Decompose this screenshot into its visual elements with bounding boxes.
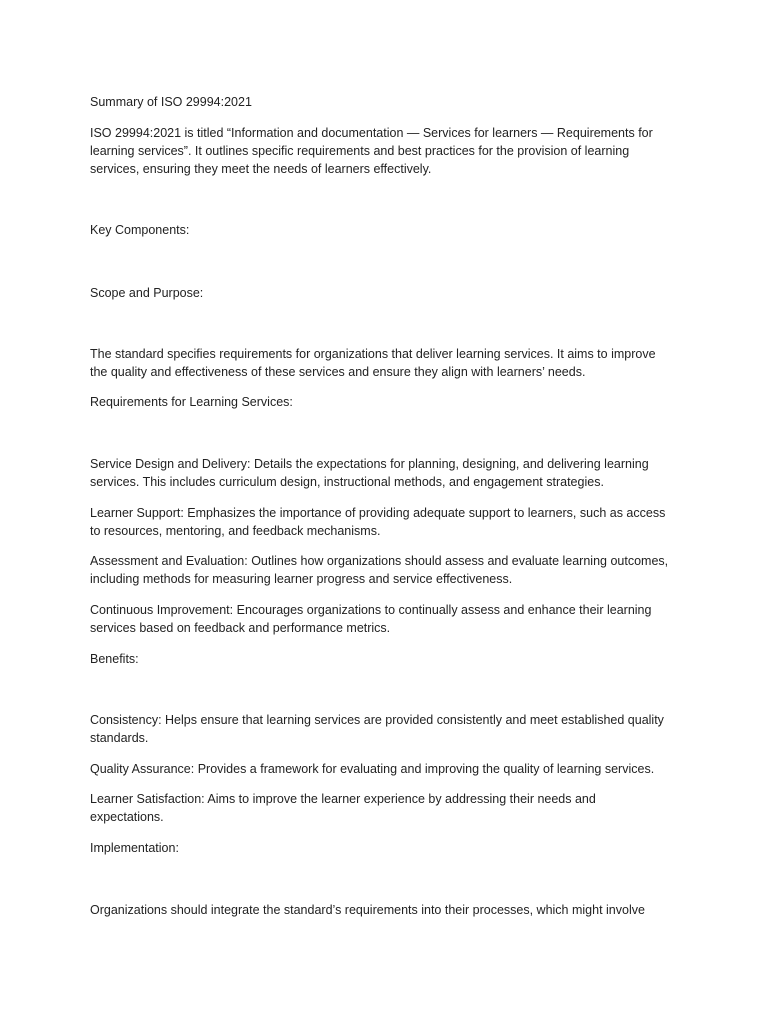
requirement-continuous-improvement-line-2: services based on feedback and performance metrics. — [90, 621, 391, 635]
key-components-heading: Key Components: — [90, 223, 190, 237]
requirement-service-design-line-1: Service Design and Delivery: Details the expectations for planning, designing, and delivering learning — [90, 457, 649, 471]
scope-text-line-2: the quality and effectiveness of these services and ensure they align with learners’ needs. — [90, 365, 586, 379]
requirement-assessment-line-2: including methods for measuring learner progress and service effectiveness. — [90, 572, 513, 586]
benefit-learner-satisfaction-line-2: expectations. — [90, 810, 164, 824]
requirement-assessment-line-1: Assessment and Evaluation: Outlines how organizations should assess and evaluate learning outcomes, — [90, 554, 669, 568]
scope-text-line-1: The standard specifies requirements for organizations that deliver learning services. It aims to improve — [90, 347, 656, 361]
intro-line-3: services, ensuring they meet the needs of learners effectively. — [90, 162, 432, 176]
implementation-heading: Implementation: — [90, 841, 179, 855]
benefit-quality-assurance-line-1: Quality Assurance: Provides a framework for evaluating and improving the quality of learning services. — [90, 762, 655, 776]
requirement-continuous-improvement-line-1: Continuous Improvement: Encourages organizations to continually assess and enhance their learning — [90, 603, 652, 617]
requirement-service-design-line-2: services. This includes curriculum design, instructional methods, and engagement strategies. — [90, 475, 604, 489]
implementation-text-line-1: Organizations should integrate the standard’s requirements into their processes, which might involve — [90, 903, 645, 917]
requirement-learner-support-line-1: Learner Support: Emphasizes the importance of providing adequate support to learners, such as access — [90, 506, 666, 520]
requirement-learner-support-line-2: to resources, mentoring, and feedback mechanisms. — [90, 524, 381, 538]
benefit-consistency-line-1: Consistency: Helps ensure that learning services are provided consistently and meet established quality — [90, 713, 664, 727]
document-title: Summary of ISO 29994:2021 — [90, 95, 252, 109]
scope-heading: Scope and Purpose: — [90, 286, 204, 300]
benefit-consistency-line-2: standards. — [90, 731, 149, 745]
benefit-learner-satisfaction-line-1: Learner Satisfaction: Aims to improve the learner experience by addressing their needs and — [90, 792, 596, 806]
requirements-heading: Requirements for Learning Services: — [90, 395, 293, 409]
intro-line-1: ISO 29994:2021 is titled “Information and documentation — Services for learners — Requirements for — [90, 126, 653, 140]
intro-line-2: learning services”. It outlines specific requirements and best practices for the provision of learning — [90, 144, 630, 158]
benefits-heading: Benefits: — [90, 652, 139, 666]
